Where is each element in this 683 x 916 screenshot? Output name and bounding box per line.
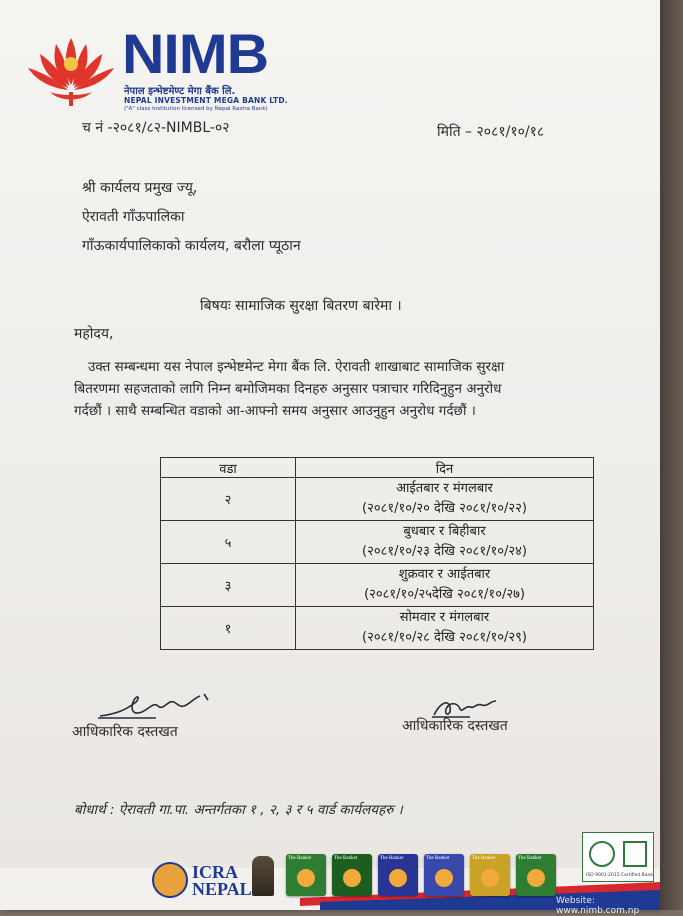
award-label: The Banker <box>380 856 404 861</box>
award-label: The Banker <box>426 856 450 861</box>
signature-right-label: आधिकारिक दस्तखत <box>402 718 508 734</box>
award-label: The Banker <box>518 856 542 861</box>
table-row <box>161 564 594 607</box>
subject-line: बिषयः सामाजिक सुरक्षा बितरण बारेमा । <box>200 298 402 314</box>
signature-left-icon <box>96 688 216 722</box>
award-badge-icon <box>516 854 556 896</box>
date-range: (२०८१/१०/२० देखि २०८१/१०/२२) <box>362 501 527 516</box>
date-range: (२०८१/१०/२३ देखि २०८१/१०/२४) <box>362 544 527 559</box>
days-label: बुधबार र बिहीबार <box>403 524 486 539</box>
date-range: (२०८१/१०/२५देखि २०८१/१०/२७) <box>364 587 525 602</box>
ward-cell: ३ <box>161 564 296 607</box>
header-ward: वडा <box>161 458 296 478</box>
schedule-table <box>160 457 594 650</box>
body-line-2: बितरणमा सहजताको लागि निम्न बमोजिमका दिनहरु अनुसार पत्राचार गरिदिनुहुन अनुरोध <box>74 381 502 397</box>
ward-cell: १ <box>161 607 296 650</box>
days-label: शुक्रवार र आईतबार <box>398 567 491 582</box>
bank-name-nepali: नेपाल इन्भेष्टमेण्ट मेगा बैंक लि. <box>124 86 236 97</box>
award-badge-icon <box>424 854 464 896</box>
award-badge-icon <box>286 854 326 896</box>
iso-text: ISO 9001:2015 Certified Bank <box>586 873 653 878</box>
recipient-line-2: ऐरावती गाँऊपालिका <box>82 209 185 225</box>
table-header-row <box>161 458 594 478</box>
lotus-logo-icon <box>26 30 116 110</box>
icra-line-2: NEPAL <box>192 879 252 899</box>
signature-left-label: आधिकारिक दस्तखत <box>72 724 178 740</box>
cc-line: बोधार्थ : ऐरावती गा.पा. अन्तर्गतका १ , २, ३ र ५ वार्ड कार्यलयहरु । <box>74 802 403 818</box>
award-label: The Banker <box>472 856 496 861</box>
days-label: आईतबार र मंगलबार <box>396 481 493 496</box>
date-range: (२०८१/१०/२८ देखि २०८१/१०/२९) <box>362 630 527 645</box>
table-background <box>660 0 683 910</box>
award-label: The Banker <box>288 856 312 861</box>
table-row <box>161 521 594 564</box>
days-cell <box>296 478 594 521</box>
days-cell <box>296 564 594 607</box>
table-row <box>161 478 594 521</box>
bank-name-english: NEPAL INVESTMENT MEGA BANK LTD. <box>124 96 288 105</box>
letter-date: मिति – २०८१/१०/१८ <box>437 124 545 140</box>
award-label: The Banker <box>334 856 358 861</box>
brand-wordmark: NIMB <box>122 22 269 85</box>
award-statue-icon <box>252 856 274 896</box>
award-badge-icon <box>332 854 372 896</box>
recipient-line-3: गाँऊकार्यपालिकाको कार्यलय, बरौला प्यूठान <box>82 238 301 254</box>
days-cell <box>296 607 594 650</box>
icra-logo-icon <box>152 862 188 898</box>
recipient-line-1: श्री कार्यलय प्रमुख ज्यू, <box>82 180 198 196</box>
award-badge-icon <box>470 854 510 896</box>
table-row <box>161 607 594 650</box>
license-text: ("A" class Institution licensed by Nepal Rastra Bank) <box>124 106 268 112</box>
header-days: दिन <box>296 458 594 478</box>
reference-number: च नं -२०८१/८२-NIMBL-०२ <box>82 120 230 136</box>
body-line-3: गर्दछौं । साथै सम्बन्धित वडाको आ-आफ्नो समय अनुसार आउनुहुन अनुरोध गर्दछौं । <box>74 403 476 419</box>
award-badge-icon <box>378 854 418 896</box>
website-text: Website: www.nimb.com.np <box>556 896 640 916</box>
body-line-1: उक्त सम्बन्धमा यस नेपाल इन्भेष्टमेन्ट मेगा बैंक लि. ऐरावती शाखाबाट सामाजिक सुरक्षा <box>88 359 505 375</box>
icra-line-1: ICRA <box>192 862 239 882</box>
icra-name <box>192 864 252 898</box>
ward-cell: २ <box>161 478 296 521</box>
ward-cell: ५ <box>161 521 296 564</box>
days-label: सोमवार र मंगलबार <box>399 610 490 625</box>
salutation: महोदय, <box>74 326 114 342</box>
days-cell <box>296 521 594 564</box>
